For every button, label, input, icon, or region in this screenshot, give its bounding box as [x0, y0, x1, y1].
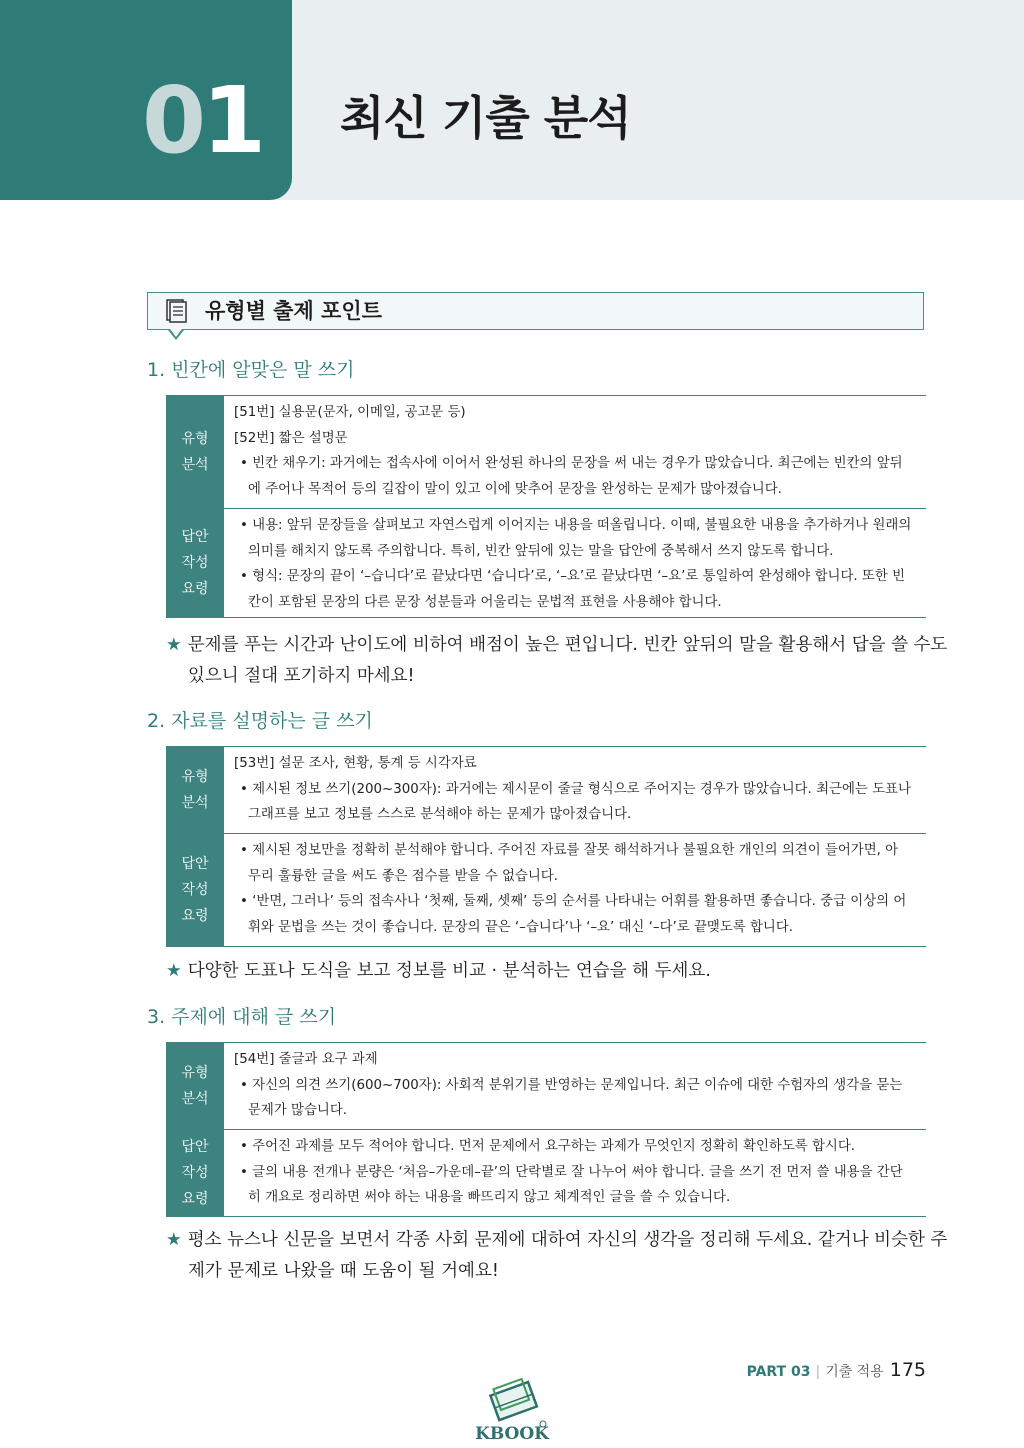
page-footer [747, 1358, 926, 1384]
section-3-tip: ★ 평소 뉴스나 신문을 보면서 각종 사회 문제에 대하여 자신의 생각을 정리해 두세요. 같거나 비슷한 주 제가 문제로 나왔을 때 도움이 될 거예요! [166, 1230, 948, 1281]
row-label-analysis: 유형 분석 [166, 1043, 224, 1129]
page-number: 175 [889, 1359, 926, 1381]
star-icon: ★ [166, 961, 182, 981]
footer-label: 기출 적용 [825, 1364, 884, 1380]
section-3-analysis-row [166, 1043, 926, 1130]
row-label-answer: 답안 작성 요령 [166, 1130, 224, 1216]
row-body-analysis: [54번] 줄글과 요구 과제 • 자신의 의견 쓰기(600~700자): 사회적 분위기를 반영하는 문제입니다. 최근 이슈에 대한 수험자의 생각을 묻는 문제가 많습니다. [234, 1052, 903, 1119]
section-1-title: 1. 빈칸에 알맞은 말 쓰기 [147, 359, 355, 381]
row-label-analysis: 유형 분석 [166, 396, 224, 508]
section-2-tip: ★ 다양한 도표나 도식을 보고 정보를 비교 · 분석하는 연습을 해 두세요. [166, 961, 711, 981]
section-3-answer-row [166, 1130, 926, 1217]
section-3-title: 3. 주제에 대해 글 쓰기 [147, 1006, 337, 1028]
chapter-number: 01 [142, 67, 263, 174]
row-label-answer: 답안 작성 요령 [166, 834, 224, 946]
chapter-title: 최신 기출 분석 [340, 91, 631, 145]
footer-separator: | [815, 1364, 821, 1380]
footer-part: PART 03 [746, 1364, 811, 1380]
section-2-title: 2. 자료를 설명하는 글 쓰기 [147, 710, 373, 732]
row-body-analysis: [51번] 실용문(문자, 이메일, 공고문 등) [52번] 짧은 설명문 • 빈칸 채우기: 과거에는 접속사에 이어서 완성된 하나의 문장을 써 내는 경우가 많았습니다. 최근에는 빈칸의 앞뒤 에 주어나 목적어 등의 길잡이 말이 있고 이에 맞추어 문장을 완성하는 문제가 많아졌습니다. [224, 396, 926, 508]
row-body-answer: • 주어진 과제를 모두 적어야 합니다. 먼저 문제에서 요구하는 과제가 무엇인지 정확히 확인하도록 합시다. • 글의 내용 전개나 분량은 ‘처음–가운데–끝’의 단락별로 잘 나누어 써야 합니다. 글을 쓰기 전 먼저 쓸 내용을 간단 히 개요로 정리하면 써야 하는 내용을 빠뜨리지 않고 체계적인 글을 쓸 수 있습니다. [240, 1139, 903, 1206]
row-body-answer: • 내용: 앞뒤 문장들을 살펴보고 자연스럽게 이어지는 내용을 떠올립니다. 이때, 불필요한 내용을 추가하거나 원래의 의미를 해치지 않도록 주의합니다. 특히, 빈칸 앞뒤에 있는 말을 답안에 중복해서 쓰지 않도록 합니다. • 형식: 문장의 끝이 ‘–습니다’로 끝났다면 ‘습니다’로, ‘–요’로 끝났다면 ‘–요’로 통일하여 완성해야 합니다. 또한 빈 칸이 포함된 문장의 다른 문장 성분들과 어울리는 문법적 표현을 사용해야 합니다. [240, 518, 912, 610]
section-1-tip: ★ 문제를 푸는 시간과 난이도에 비하여 배점이 높은 편입니다. 빈칸 앞뒤의 말을 활용해서 답을 쓸 수도 있으니 절대 포기하지 마세요! [166, 635, 948, 686]
row-label-answer: 답안 작성 요령 [166, 509, 224, 617]
section-2-answer-row [166, 834, 926, 947]
document-list-icon [165, 299, 187, 323]
section-1-answer-row [166, 509, 926, 618]
section-2-analysis-row [166, 747, 926, 834]
row-label-analysis: 유형 분석 [166, 747, 224, 833]
kbook-logo-text: KBOOK [475, 1424, 549, 1444]
section-1-table [166, 395, 926, 618]
section-heading-title: 유형별 출제 포인트 [205, 299, 382, 323]
section-3-table [166, 1042, 926, 1217]
row-body-answer: • 제시된 정보만을 정확히 분석해야 합니다. 주어진 자료를 잘못 해석하거나 불필요한 개인의 의견이 들어가면, 아 무리 훌륭한 글을 써도 좋은 점수를 받을 수 없습니다. • ‘반면, 그러나’ 등의 접속사나 ‘첫째, 둘째, 셋째’ 등의 순서를 나타내는 어휘를 활용하면 좋습니다. 중급 이상의 어 휘와 문법을 쓰는 것이 좋습니다. 문장의 끝은 ‘–습니다’나 ‘–요’ 대신 ‘–다’로 끝맺도록 합니다. [240, 843, 907, 935]
star-icon: ★ [166, 1230, 182, 1250]
section-2-table [166, 746, 926, 947]
bullet-text: • 빈칸 채우기: 과거에는 접속사에 이어서 완성된 하나의 문장을 써 내는 경우가 많았습니다. 최근에는 빈칸의 앞뒤 [240, 456, 903, 472]
row-body-analysis: [53번] 설문 조사, 현황, 통계 등 시각자료 • 제시된 정보 쓰기(200~300자): 과거에는 제시문이 줄글 형식으로 주어지는 경우가 많았습니다. 최근에는 도표나 그래프를 보고 정보를 스스로 분석해야 하는 문제가 많아졌습니다. [234, 756, 911, 823]
star-icon: ★ [166, 635, 182, 655]
section-1-analysis-row [166, 396, 926, 509]
